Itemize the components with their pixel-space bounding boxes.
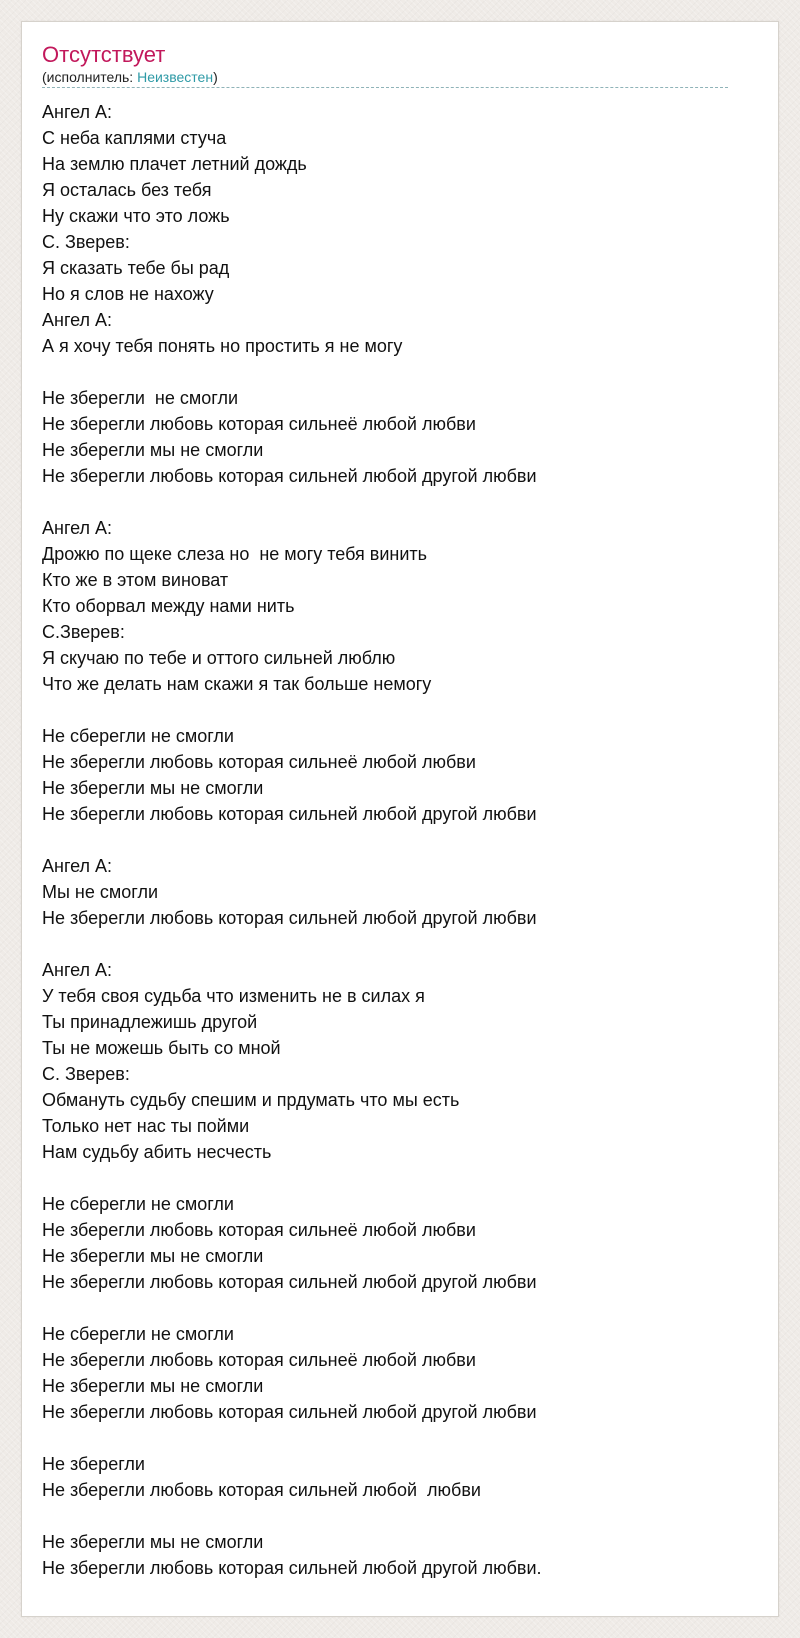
lyrics-line: Ангел А:	[42, 310, 113, 330]
artist-prefix: (исполнитель:	[42, 69, 138, 85]
lyrics-line: Ангел А:	[42, 102, 113, 122]
lyrics-line: Не зберегли любовь которая сильнеё любой любви	[42, 414, 476, 434]
lyrics-line: Не зберегли любовь которая сильней любой другой любви	[42, 804, 537, 824]
lyrics-line: Обмануть судьбу спешим и прдумать что мы есть	[42, 1090, 460, 1110]
lyrics-line: Нам судьбу абить несчесть	[42, 1142, 272, 1162]
lyrics-line: Не зберегли мы не смогли	[42, 1532, 264, 1552]
lyrics-line: Не сберегли не смогли	[42, 1194, 234, 1214]
lyrics-line: Не зберегли любовь которая сильней любой другой любви	[42, 466, 537, 486]
lyrics-line: Не зберегли мы не смогли	[42, 1376, 264, 1396]
lyrics-blank-line	[42, 489, 728, 515]
lyrics-line: Дрожю по щеке слеза но не могу тебя винить	[42, 544, 428, 564]
lyrics-line: Не зберегли мы не смогли	[42, 778, 264, 798]
lyrics-line: Мы не смогли	[42, 882, 158, 902]
lyrics-line: Не зберегли любовь которая сильней любой другой любви	[42, 1402, 537, 1422]
lyrics-line: Ты принадлежишь другой	[42, 1012, 258, 1032]
lyrics-card	[21, 21, 779, 1617]
lyrics-line: Не зберегли любовь которая сильнеё любой любви	[42, 752, 476, 772]
lyrics-line: Но я слов не нахожу	[42, 284, 214, 304]
lyrics-line: Не зберегли любовь которая сильней любой другой любви	[42, 1272, 537, 1292]
lyrics-line: С. Зверев:	[42, 232, 130, 252]
lyrics-line: А я хочу тебя понять но простить я не могу	[42, 336, 403, 356]
artist-line	[42, 68, 728, 88]
lyrics-line: Я скучаю по тебе и оттого сильней люблю	[42, 648, 396, 668]
lyrics-line: Не сберегли не смогли	[42, 726, 234, 746]
lyrics-blank-line	[42, 1425, 728, 1451]
lyrics-line: Ангел А:	[42, 518, 113, 538]
lyrics-blank-line	[42, 827, 728, 853]
lyrics-line: Не сберегли не смогли	[42, 1324, 234, 1344]
lyrics-line: Не зберегли любовь которая сильней любой любви	[42, 1480, 481, 1500]
lyrics-blank-line	[42, 1503, 728, 1529]
artist-suffix: )	[213, 69, 218, 85]
lyrics-line: Ангел А:	[42, 856, 113, 876]
lyrics-blank-line	[42, 697, 728, 723]
lyrics-line: Я осталась без тебя	[42, 180, 212, 200]
lyrics-line: Не зберегли	[42, 1454, 145, 1474]
lyrics-line: Не зберегли любовь которая сильнеё любой любви	[42, 1220, 476, 1240]
lyrics-line: Не зберегли любовь которая сильнеё любой любви	[42, 1350, 476, 1370]
lyrics-blank-line	[42, 931, 728, 957]
lyrics-line: Ну скажи что это ложь	[42, 206, 230, 226]
lyrics-line: Не зберегли любовь которая сильней любой другой любви	[42, 908, 537, 928]
lyrics-blank-line	[42, 1165, 728, 1191]
lyrics-line: Что же делать нам скажи я так больше немогу	[42, 674, 432, 694]
lyrics-line: Ты не можешь быть со мной	[42, 1038, 281, 1058]
lyrics-line: Кто оборвал между нами нить	[42, 596, 295, 616]
lyrics-line: Не зберегли мы не смогли	[42, 1246, 264, 1266]
lyrics-line: С.Зверев:	[42, 622, 125, 642]
lyrics-line: С неба каплями стуча	[42, 128, 227, 148]
lyrics-line: Не зберегли мы не смогли	[42, 440, 264, 460]
lyrics-line: Ангел А:	[42, 960, 113, 980]
lyrics-line: С. Зверев:	[42, 1064, 130, 1084]
lyrics-line: На землю плачет летний дождь	[42, 154, 307, 174]
lyrics-line: Только нет нас ты пойми	[42, 1116, 250, 1136]
lyrics-line: Не зберегли любовь которая сильней любой другой любви.	[42, 1558, 542, 1578]
artist-link[interactable]: Неизвестен	[137, 69, 214, 85]
lyrics-blank-line	[42, 1295, 728, 1321]
lyrics-line: Кто же в этом виноват	[42, 570, 229, 590]
lyrics-line: Не зберегли не смогли	[42, 388, 238, 408]
lyrics-line: Я сказать тебе бы рад	[42, 258, 230, 278]
lyrics-content	[42, 42, 728, 1581]
song-title: Отсутствует	[42, 42, 166, 67]
lyrics-line: У тебя своя судьба что изменить не в силах я	[42, 986, 425, 1006]
lyrics-text	[42, 99, 728, 1581]
lyrics-blank-line	[42, 359, 728, 385]
